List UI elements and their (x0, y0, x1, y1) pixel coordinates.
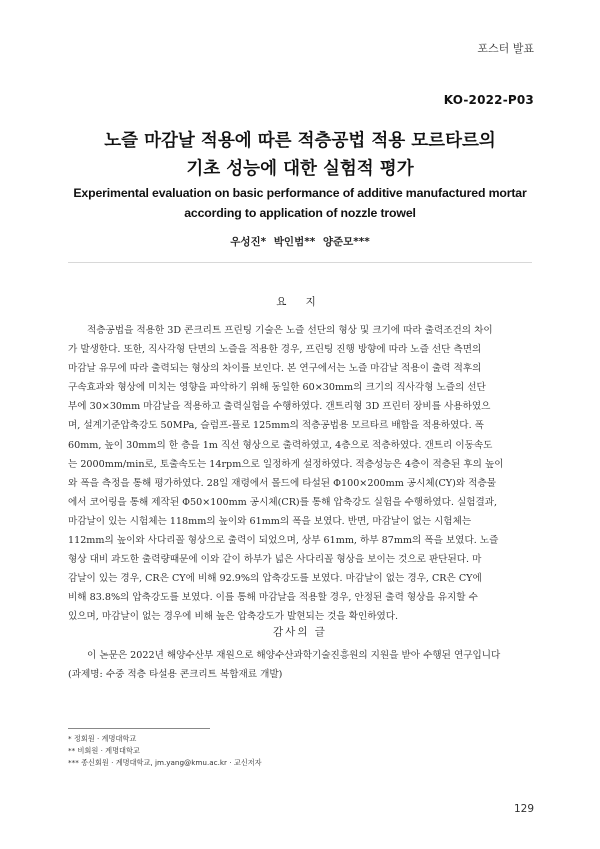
abstract-line: 마감날이 있는 시험체는 118mm의 높이와 61mm의 폭을 보였다. 반면, 마감날이 없는 시험체는 (68, 515, 472, 527)
abstract-line: 60mm, 높이 30mm의 한 층을 1m 직선 형상으로 출력하였고, 4층으로 적층하였다. 갠트리 이동속도 (68, 439, 493, 451)
abstract-line: 가 발생한다. 또한, 직사각형 단면의 노즐을 적용한 경우, 프린팅 진행 방향에 따라 노즐 선단 측면의 (68, 344, 482, 356)
english-title-line: Experimental evaluation on basic performance of additive manufactured mortar (73, 186, 527, 200)
author-list: 우성진* 박인범** 양준모*** (230, 236, 370, 248)
abstract-line: 에서 코어링을 통해 제작된 Φ50×100mm 공시체(CR)를 통해 압축강도 실험을 수행하였다. 실험결과, (68, 496, 498, 508)
abstract-line: 적층공법을 적용한 3D 콘크리트 프린팅 기술은 노즐 선단의 형상 및 크기에 따라 출력조건의 차이 (87, 325, 493, 336)
footnote: ** 비회원 · 계명대학교 (68, 746, 140, 756)
abstract-line: 와 폭을 측정을 통해 평가하였다. 28일 재령에서 몰드에 타설된 Φ100×200mm 공시체(CY)와 적층물 (68, 477, 496, 489)
abstract-line: 부에 30×30mm 마감날을 적용하고 출력실험을 수행하였다. 갠트리형 3D 프린터 장비를 사용하였으 (68, 401, 491, 413)
acknowledgement-heading: 감사의 글 (273, 626, 327, 638)
footnote: *** 종신회원 · 계명대학교, jm.yang@kmu.ac.kr · 교신저자 (68, 758, 262, 768)
korean-title-line: 기초 성능에 대한 실험적 평가 (186, 159, 414, 179)
paper-code: KO-2022-P03 (443, 93, 534, 107)
footnote-divider (68, 728, 210, 729)
page-number: 129 (513, 803, 534, 815)
english-title-line: according to application of nozzle trowel (184, 206, 416, 220)
abstract-line: 감날이 있는 경우, CR은 CY에 비해 92.9%의 압축강도를 보였다. 마감날이 없는 경우, CR은 CY에 (68, 573, 482, 585)
abstract-line: 며, 설계기준압축강도 50MPa, 슬럼프-플로 125mm의 적층공법용 모르타르 배합을 적용하였다. 폭 (68, 420, 484, 432)
abstract-heading: 요 지 (276, 296, 324, 308)
acknowledgement-line: (과제명: 수중 적층 타설용 콘크리트 복합재료 개발) (68, 669, 283, 681)
abstract-line: 형상 대비 과도한 출력량때문에 이와 같이 하부가 넓은 사다리꼴 형상을 보이는 것으로 판단된다. 마 (68, 554, 482, 566)
footnote: * 정회원 · 계명대학교 (68, 734, 137, 743)
korean-title-line: 노즐 마감날 적용에 따른 적층공법 적용 모르타르의 (104, 131, 496, 151)
header-divider (68, 262, 532, 263)
acknowledgement-body (68, 646, 532, 684)
abstract-line: 는 2000mm/min로, 토출속도는 14rpm으로 일정하게 설정하였다. 적층성능은 4층이 적층된 후의 높이 (68, 458, 504, 470)
footnotes (68, 733, 532, 770)
abstract-line: 있으며, 마감날이 없는 경우에 비해 높은 압축강도가 발현되는 것을 확인하였다. (68, 611, 399, 623)
korean-title (40, 127, 560, 183)
section-tag: 포스터 발표 (477, 42, 534, 55)
abstract-line: 구속효과와 형상에 미치는 영향을 파악하기 위해 동일한 60×30mm의 크기의 직사각형 노즐의 선단 (68, 382, 486, 394)
abstract-body (68, 321, 532, 627)
english-title (40, 183, 560, 223)
abstract-line: 비해 83.8%의 압축강도를 보였다. 이를 통해 마감날을 적용할 경우, 안정된 출력 형상을 유지할 수 (68, 592, 478, 604)
abstract-line: 마감날 유무에 따라 출력되는 형상의 차이를 보인다. 본 연구에서는 노즐 마감날 적용이 출력 적후의 (68, 363, 482, 375)
acknowledgement-line: 이 논문은 2022년 해양수산부 재원으로 해양수산과학기술진흥원의 지원을 받아 수행된 연구입니다 (87, 650, 501, 661)
abstract-line: 112mm의 높이와 사다리꼴 형상으로 출력이 되었으며, 상부 61mm, 하부 87mm의 폭을 보였다. 노즐 (68, 535, 499, 547)
